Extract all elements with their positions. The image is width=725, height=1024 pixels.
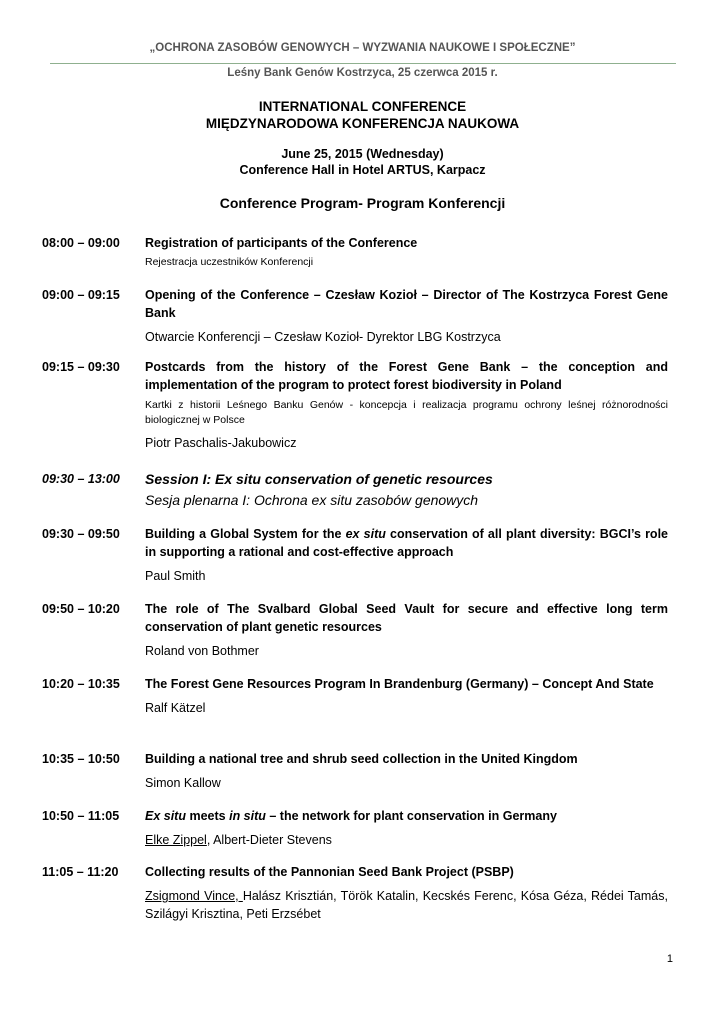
page-number: 1 (666, 953, 673, 965)
entry-title: Registration of participants of the Conference (145, 236, 418, 250)
entry-speaker: Piotr Paschalis-Jakubowicz (145, 436, 297, 450)
conference-date: June 25, 2015 (Wednesday) (281, 147, 444, 161)
entry-title-italic: Ex situ (145, 809, 186, 823)
session-subtitle: Sesja plenarna I: Ochrona ex situ zasobów genowych (145, 492, 479, 508)
entry-time: 09:00 – 09:15 (42, 288, 120, 302)
entry-speaker: Ralf Kätzel (145, 701, 206, 715)
entry-content (145, 863, 668, 923)
co-authors: Halász Krisztián, Török Katalin, Kecskés Ferenc, Kósa Géza, Rédei Tamás, Szilágyi Krisztina, Peti Erzsébet (145, 889, 668, 921)
conference-venue: Conference Hall in Hotel ARTUS, Karpacz (239, 163, 486, 177)
entry-subtitle: Otwarcie Konferencji – Czesław Kozioł- Dyrektor LBG Kostrzyca (145, 330, 501, 344)
running-header-title: „OCHRONA ZASOBÓW GENOWYCH – WYZWANIA NAUKOWE I SPOŁECZNE” (149, 42, 576, 54)
conference-title (0, 98, 725, 132)
entry-title-part: – the network for plant conservation in Germany (265, 809, 557, 823)
entry-title: The Forest Gene Resources Program In Brandenburg (Germany) – Concept And State (145, 677, 654, 691)
entry-time: 08:00 – 09:00 (42, 236, 120, 250)
presenting-author: Elke Zippel (145, 833, 207, 847)
session-content (145, 469, 668, 510)
running-header-subtitle: Leśny Bank Genów Kostrzyca, 25 czerwca 2015 r. (227, 67, 498, 79)
entry-title: Opening of the Conference – Czesław Kozioł – Director of The Kostrzyca Forest Gene Bank (145, 288, 668, 320)
program-title: Conference Program- Program Konferencji (219, 195, 506, 211)
header-divider (50, 63, 676, 64)
session-title: Session I: Ex situ conservation of genetic resources (145, 471, 493, 487)
entry-time: 10:50 – 11:05 (42, 809, 120, 823)
entry-title-italic: ex situ (345, 527, 386, 541)
entry-time: 10:35 – 10:50 (42, 752, 120, 766)
entry-title-part: conservation of all plant diversity: BGCI’s role in supporting a rational and cost-effective approach (145, 527, 668, 559)
entry-content (145, 286, 668, 346)
entry-time: 10:20 – 10:35 (42, 677, 120, 691)
entry-speaker: Paul Smith (145, 569, 206, 583)
entry-title (145, 525, 668, 561)
entry-content (145, 750, 668, 792)
entry-speaker: Simon Kallow (145, 776, 221, 790)
conference-date-venue (0, 146, 725, 178)
entry-title: Collecting results of the Pannonian Seed Bank Project (PSBP) (145, 865, 514, 879)
entry-time: 09:15 – 09:30 (42, 360, 120, 374)
entry-title: The role of The Svalbard Global Seed Vault for secure and effective long term conservation of plant genetic resources (145, 602, 668, 634)
entry-content (145, 525, 668, 585)
entry-content (145, 358, 668, 452)
entry-title-part: meets (186, 809, 230, 823)
entry-speaker (145, 887, 668, 923)
entry-time: 09:50 – 10:20 (42, 602, 120, 616)
entry-subtitle: Kartki z historii Leśnego Banku Genów - koncepcja i realizacja programu ochrony leśnej różnorodności biologicznej w Polsce (145, 399, 668, 426)
entry-content (145, 234, 668, 270)
co-authors: , Albert-Dieter Stevens (206, 833, 332, 847)
session-time: 09:30 – 13:00 (42, 472, 120, 486)
entry-title-part: Building a Global System for the (145, 527, 346, 541)
entry-title: Building a national tree and shrub seed collection in the United Kingdom (145, 752, 578, 766)
conference-title-pl: MIĘDZYNARODOWA KONFERENCJA NAUKOWA (205, 116, 520, 131)
entry-subtitle: Rejestracja uczestników Konferencji (145, 256, 314, 268)
presenting-author: Zsigmond Vince, (145, 889, 243, 903)
entry-title: Postcards from the history of the Forest Gene Bank – the conception and implementation of the program to protect forest biodiversity in Poland (145, 360, 668, 392)
entry-time: 11:05 – 11:20 (42, 865, 119, 879)
entry-content (145, 600, 668, 660)
conference-title-en: INTERNATIONAL CONFERENCE (258, 99, 467, 114)
entry-speaker (145, 831, 668, 849)
entry-title (145, 807, 668, 825)
entry-content (145, 807, 668, 849)
entry-time: 09:30 – 09:50 (42, 527, 120, 541)
entry-content (145, 675, 668, 717)
entry-title-italic: in situ (229, 809, 266, 823)
entry-speaker: Roland von Bothmer (145, 644, 259, 658)
